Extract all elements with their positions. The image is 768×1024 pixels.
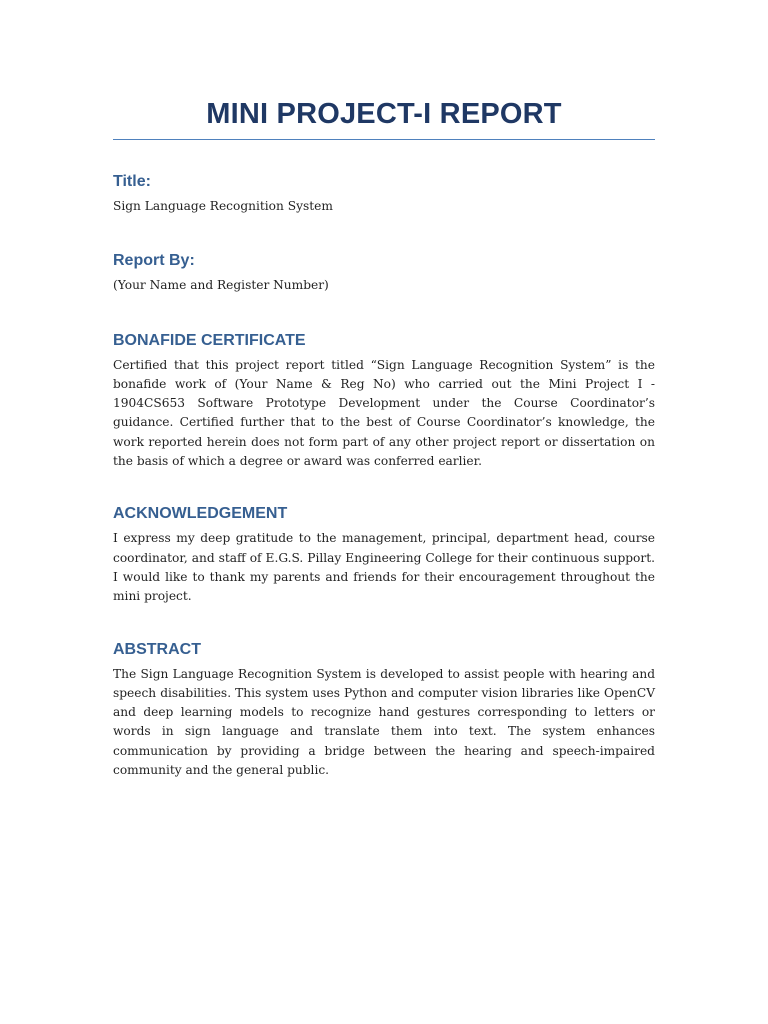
section-title	[113, 172, 655, 216]
section-acknowledgement	[113, 504, 655, 606]
section-report-by	[113, 251, 655, 295]
section-bonafide-certificate	[113, 331, 655, 472]
section-title-heading: Title:	[113, 173, 151, 190]
section-bonafide-text: Certified that this project report titled “Sign Language Recognition System” is the bonafide work of (Your Name & Reg No) who carried out the Mini Project I - 1904CS653 Software Prototype Development under the Course Coordinator’s guidance. Certified further that to the best of Course Coordinator’s knowledge, the work reported herein does not form part of any other project report or dissertation on the basis of which a degree or award was conferred earlier.	[113, 357, 655, 469]
section-bonafide-heading: BONAFIDE CERTIFICATE	[113, 331, 306, 349]
section-abstract-heading: ABSTRACT	[113, 640, 201, 658]
title-underline-rule	[113, 139, 655, 140]
section-acknowledgement-text: I express my deep gratitude to the management, principal, department head, course coordinator, and staff of E.G.S. Pillay Engineering College for their continuous support. I would like to thank my parents and friends for their encouragement throughout the mini project.	[113, 531, 655, 604]
section-acknowledgement-heading: ACKNOWLEDGEMENT	[113, 505, 288, 523]
section-report-by-heading: Report By:	[113, 252, 195, 270]
section-abstract	[113, 640, 655, 781]
section-report-by-text: (Your Name and Register Number)	[113, 278, 329, 293]
section-title-text: Sign Language Recognition System	[113, 199, 333, 213]
section-abstract-text: The Sign Language Recognition System is developed to assist people with hearing and speech disabilities. This system uses Python and computer vision libraries like OpenCV and deep learning models to recognize hand gestures corresponding to letters or words in sign language and translate them into text. The system enhances communication by providing a bridge between the hearing and speech-impaired community and the general public.	[113, 666, 655, 778]
document-title: MINI PROJECT-I REPORT	[206, 98, 562, 130]
